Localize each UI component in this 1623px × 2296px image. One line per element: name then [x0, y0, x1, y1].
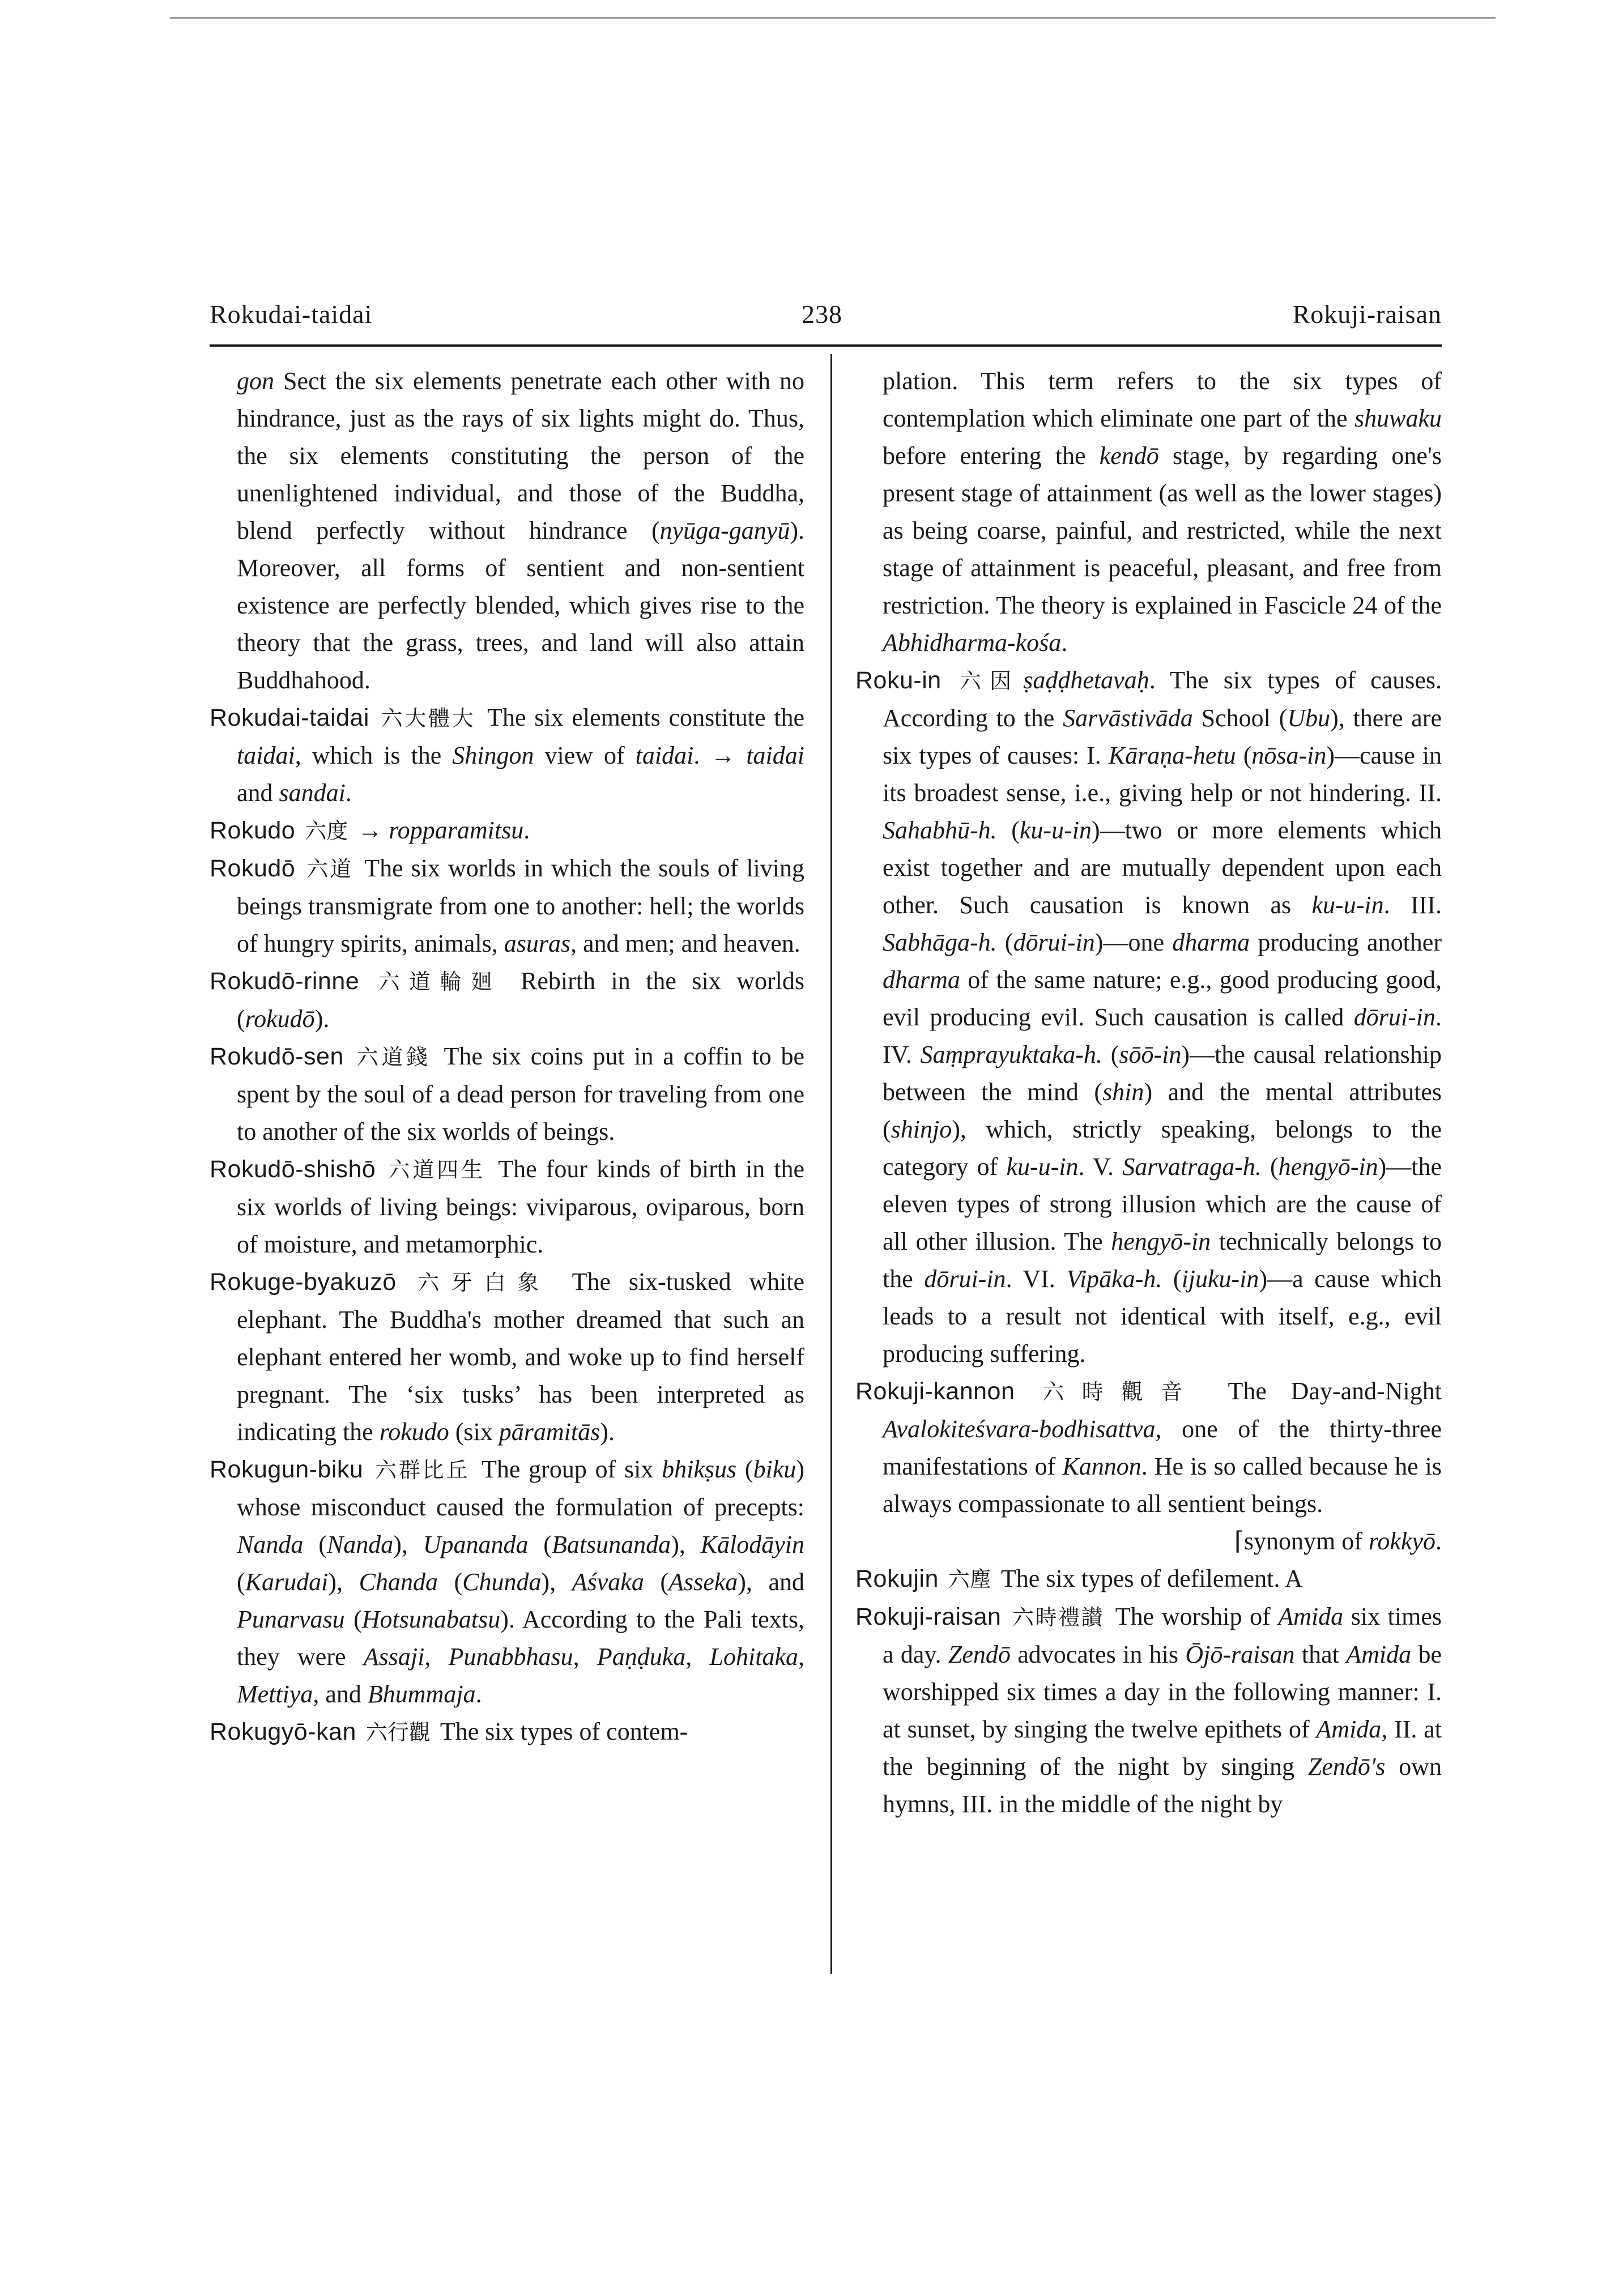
entry-text: . IV. — [883, 1003, 1442, 1068]
entry-text: . The six types of causes. According to the — [883, 666, 1442, 732]
header-rule — [210, 344, 1442, 347]
dictionary-entry — [210, 699, 804, 812]
italic-term: Aśvaka — [572, 1568, 644, 1596]
italic-term: Kannon — [1062, 1452, 1141, 1480]
entry-text: ), — [671, 1531, 701, 1558]
entry-kanji: 六時觀音 — [1042, 1379, 1200, 1404]
entry-text: School ( — [1192, 704, 1288, 732]
italic-term: Upananda — [423, 1531, 529, 1558]
italic-term: dōrui-in — [924, 1265, 1006, 1293]
italic-term: Avalokiteśvara-bodhisattva — [883, 1415, 1156, 1443]
entry-text: )—a cause which leads to a result not identical with itself, e.g., evil producing suffering. — [883, 1265, 1442, 1368]
entry-kanji: 六時禮讃 — [1012, 1605, 1105, 1630]
entry-text: ( — [1102, 1041, 1119, 1068]
dictionary-entry — [210, 962, 804, 1038]
entry-text: , — [424, 1643, 449, 1671]
italic-term: taidai — [746, 742, 804, 769]
entry-text: stage, by regarding one's present stage of attainment (as well as the lower stages) as being coarse, painful, and restricted, while the next stage of attainment is peaceful, pleasant, and free from restriction. The theory is explained in Fascicle 24 of the — [883, 442, 1442, 619]
entry-text: . → — [693, 742, 747, 769]
entry-kanji: 六道 — [306, 857, 353, 881]
entry-continuation-fragment — [855, 1523, 1442, 1560]
italic-term: Amida — [1316, 1715, 1382, 1743]
italic-term: Assaji — [363, 1643, 425, 1671]
entry-text: → — [351, 816, 389, 844]
italic-term: Amida — [1278, 1603, 1344, 1630]
entry-text: , — [573, 1643, 597, 1671]
italic-term: Nanda — [326, 1531, 394, 1558]
entry-text: be worshipped six times a day in the following manner: I. at sunset, by singing the twelve epithets of — [883, 1641, 1442, 1743]
entry-text: , and men; and heaven. — [570, 930, 800, 957]
dictionary-entry — [855, 662, 1442, 1373]
entry-text: The six types of contem- — [433, 1718, 688, 1745]
italic-term: Ubu — [1287, 704, 1331, 732]
entry-text: that — [1294, 1641, 1347, 1668]
entry-text: ) whose misconduct caused the formulation of precepts: — [237, 1455, 805, 1521]
entry-text: )—the eleven types of strong illusion which are the cause of all other illusion. The — [883, 1153, 1442, 1255]
entry-text: )—the causal relationship between the mind ( — [883, 1041, 1442, 1106]
entry-kanji: 六道錢 — [356, 1045, 431, 1070]
entry-headword: Rokugyō-kan — [210, 1718, 356, 1745]
italic-term: nyūga-ganyū — [659, 517, 790, 544]
entry-text: , which is the — [295, 742, 453, 769]
italic-term: Zendō's — [1307, 1753, 1386, 1780]
entry-kanji: 六道四生 — [388, 1157, 486, 1182]
entry-text: . V. — [1078, 1153, 1123, 1181]
italic-term: dōrui-in — [1013, 928, 1095, 956]
entry-text: , — [685, 1643, 710, 1671]
italic-term: biku — [753, 1455, 796, 1483]
italic-term: bhikṣus — [662, 1455, 737, 1483]
italic-term: rokkyō — [1368, 1527, 1435, 1555]
top-rule — [170, 17, 1496, 19]
italic-term: Bhummaja — [367, 1680, 476, 1708]
entry-text: producing another — [1250, 928, 1442, 956]
entry-kanji: 六行觀 — [365, 1720, 431, 1745]
italic-term: Karudai — [245, 1568, 329, 1596]
entry-text: The six worlds in which the souls of living beings transmigrate from one to another: hell; the worlds of hungry spirits, animals, — [237, 854, 804, 957]
italic-term: Zendō — [948, 1641, 1011, 1668]
left-column — [210, 363, 804, 1751]
italic-term: Ōjō-raisan — [1185, 1641, 1295, 1668]
entry-text: . III. — [1383, 891, 1442, 919]
entry-text: The six types of defilement. A — [994, 1565, 1303, 1592]
italic-term: dharma — [883, 966, 960, 994]
entry-kanji: 六群比丘 — [375, 1458, 470, 1483]
entry-text: ), which, strictly speaking, belongs to the category of — [883, 1115, 1442, 1181]
entry-text: ( — [437, 1568, 463, 1596]
entry-headword: Rokudō-rinne — [210, 968, 360, 995]
entry-text: . He is so called because he is always compassionate to all sentient beings. — [883, 1452, 1442, 1518]
entry-kanji: 六塵 — [948, 1567, 991, 1592]
entry-text: The group of six — [473, 1455, 662, 1483]
dictionary-entry — [210, 812, 804, 850]
italic-term: shuwaku — [1354, 404, 1442, 432]
italic-term: taidai — [237, 742, 295, 769]
entry-text: The six coins put in a coffin to be spent by the soul of a dead person for traveling from one to another of the six worlds of beings. — [237, 1042, 804, 1145]
entry-headword: Rokuge-byakuzō — [210, 1268, 397, 1296]
italic-term: Chanda — [359, 1568, 438, 1596]
italic-term: ijuku-in — [1181, 1265, 1259, 1293]
italic-term: Punabbhasu — [448, 1643, 573, 1671]
dictionary-entry — [210, 1713, 804, 1751]
entry-text: before entering the — [883, 442, 1100, 470]
entry-kanji: 六大體大 — [381, 706, 476, 731]
entry-text: )—cause in its broadest sense, i.e., giving help or not hindering. II. — [883, 742, 1442, 807]
entry-text: ), and — [738, 1568, 805, 1596]
entry-continuation — [210, 363, 804, 699]
entry-headword: Rokuji-kannon — [855, 1378, 1015, 1405]
italic-term: hengyō-in — [1111, 1228, 1211, 1255]
entry-text: ( — [237, 1568, 245, 1596]
entry-continuation — [855, 363, 1442, 662]
italic-term: ṣaḍḍhetavaḥ — [1023, 666, 1149, 694]
entry-text: Rebirth in the six worlds ( — [237, 967, 804, 1033]
entry-text: The four kinds of birth in the six worlds of living beings: viviparous, oviparous, born of moisture, and metamorphic. — [237, 1155, 805, 1258]
entry-text: . — [1061, 629, 1068, 657]
dictionary-entry — [210, 850, 804, 962]
italic-term: Asseka — [668, 1568, 738, 1596]
italic-term: Hotsunabatsu — [361, 1605, 501, 1633]
entry-text: ), — [328, 1568, 359, 1596]
entry-text: six times a day. — [883, 1603, 1442, 1668]
italic-term: pāramitās — [499, 1418, 600, 1446]
italic-term: Saṃprayuktaka-h. — [920, 1041, 1102, 1068]
entry-text: ( — [644, 1568, 669, 1596]
entry-text: ). — [600, 1418, 615, 1446]
italic-term: rokudo — [379, 1418, 449, 1446]
italic-term: ropparamitsu — [389, 816, 524, 844]
italic-term: Sahabhū-h. — [883, 816, 997, 844]
entry-text: ( — [736, 1455, 753, 1483]
italic-term: asuras — [504, 930, 571, 957]
entry-text: ). Moreover, all forms of sentient and non-sentient existence are perfectly blended, which gives rise to the theory that the grass, trees, and land will also attain Buddhahood. — [237, 517, 804, 694]
entry-text: own hymns, III. in the middle of the night by — [883, 1753, 1442, 1818]
right-column — [855, 363, 1442, 1823]
italic-term: Lohitaka — [709, 1643, 798, 1671]
dictionary-entry — [210, 1263, 804, 1451]
entry-text: )—one — [1094, 928, 1173, 956]
italic-term: sandai — [279, 779, 346, 807]
column-divider — [830, 354, 832, 1974]
entry-text: ), — [393, 1531, 423, 1558]
entry-text: , one of the thirty-three manifestations of — [883, 1415, 1442, 1480]
entry-kanji: 六道輪廻 — [378, 969, 502, 994]
entry-text: The six-tusked white elephant. The Buddha's mother dreamed that such an elephant entered her womb, and woke up to find herself pregnant. The ‘six tusks’ has been interpreted as indicating the — [237, 1268, 804, 1446]
entry-text: ) and the mental attributes ( — [883, 1078, 1442, 1143]
entry-text: ). — [314, 1005, 330, 1033]
entry-text: of the same nature; e.g., good producing good, evil producing evil. Such causation is called — [883, 966, 1442, 1031]
entry-headword: Rokujin — [855, 1565, 939, 1592]
italic-term: sōō-in — [1119, 1041, 1182, 1068]
italic-term: kendō — [1099, 442, 1159, 470]
entry-headword: Rokudō-sen — [210, 1043, 344, 1070]
italic-term: nōsa-in — [1251, 742, 1327, 769]
entry-text: and — [237, 779, 279, 807]
italic-term: Shingon — [452, 742, 534, 769]
entry-text: , and — [313, 1680, 368, 1708]
entry-text: ( — [303, 1531, 327, 1558]
entry-text: ), — [541, 1568, 572, 1596]
italic-term: hengyō-in — [1278, 1153, 1378, 1181]
italic-term: Abhidharma-kośa — [883, 629, 1062, 657]
italic-term: Sabhāga-h. — [883, 928, 997, 956]
italic-term: Vipāka-h. — [1066, 1265, 1162, 1293]
italic-term: Batsunanda — [551, 1531, 671, 1558]
italic-term: ku-u-in — [1019, 816, 1092, 844]
entry-headword: Rokudai-taidai — [210, 704, 369, 731]
page-number: 238 — [802, 300, 842, 329]
entry-headword: Roku-in — [855, 667, 942, 694]
entry-text: , II. at the beginning of the night by singing — [883, 1715, 1442, 1780]
entry-text: ( — [1261, 1153, 1279, 1181]
dictionary-entry — [210, 1151, 804, 1263]
entry-headword: Rokugun-biku — [210, 1456, 364, 1483]
italic-term: ku-u-in — [1311, 891, 1384, 919]
dictionary-entry — [210, 1038, 804, 1151]
running-header — [210, 295, 1442, 340]
italic-term: taidai — [635, 742, 694, 769]
entry-text: ( — [996, 928, 1013, 956]
italic-term: Kālodāyin — [700, 1531, 804, 1558]
italic-term: Amida — [1346, 1641, 1412, 1668]
entry-text: ( — [528, 1531, 552, 1558]
italic-term: Paṇḍuka — [597, 1643, 686, 1671]
entry-text: advocates in his — [1010, 1641, 1186, 1668]
running-head-left: Rokudai-taidai — [210, 300, 373, 329]
entry-text: . — [1435, 1527, 1442, 1555]
entry-text: (six — [449, 1418, 499, 1446]
running-head-right: Rokuji-raisan — [1292, 300, 1442, 329]
italic-term: Sarvatraga-h. — [1122, 1153, 1262, 1181]
entry-text: ), there are six types of causes: I. — [883, 704, 1442, 769]
entry-text: The Day-and-Night — [1203, 1377, 1442, 1405]
dictionary-entry — [855, 1598, 1442, 1823]
entry-kanji: 六因 — [959, 668, 1020, 693]
italic-term: ku-u-in — [1006, 1153, 1079, 1181]
entry-text: . — [475, 1680, 482, 1708]
italic-term: dharma — [1172, 928, 1250, 956]
italic-term: rokudō — [245, 1005, 315, 1033]
italic-term: Nanda — [237, 1531, 304, 1558]
entry-headword: Rokudō — [210, 855, 296, 882]
italic-term: gon — [237, 367, 274, 395]
entry-text: . VI. — [1006, 1265, 1067, 1293]
entry-text: The worship of — [1107, 1603, 1279, 1630]
entry-headword: Rokudo — [210, 817, 296, 844]
entry-text: )—two or more elements which exist together and are mutually dependent upon each other. Such causation is known as — [883, 816, 1442, 919]
entry-kanji: 六度 — [305, 819, 348, 844]
entry-text: . — [523, 816, 530, 844]
dictionary-entry — [855, 1560, 1442, 1598]
entry-text: ( — [1162, 1265, 1182, 1293]
dictionary-entry — [855, 1373, 1442, 1523]
entry-text: ). According to the Pali texts, they were — [237, 1605, 804, 1671]
italic-term: Mettiya — [237, 1680, 313, 1708]
entry-text: . — [345, 779, 352, 807]
dictionary-entry — [210, 1451, 804, 1713]
entry-text: technically belongs to the — [883, 1228, 1442, 1293]
italic-term: dōrui-in — [1353, 1003, 1435, 1031]
entry-text: The six elements constitute the — [479, 704, 804, 731]
entry-text: , — [798, 1643, 804, 1671]
entry-kanji: 六牙白象 — [418, 1270, 551, 1295]
entry-text: ( — [344, 1605, 362, 1633]
entry-text: Sect the six elements penetrate each other with no hindrance, just as the rays of six lights might do. Thus, the six elements constituting the person of the unenlightened individual, and those of the Buddha, blend perfectly without hindrance ( — [237, 367, 804, 544]
italic-term: shinjo — [891, 1115, 952, 1143]
entry-text: ( — [1236, 742, 1252, 769]
italic-term: Chunda — [462, 1568, 542, 1596]
italic-term: Kāraṇa-hetu — [1108, 742, 1236, 769]
italic-term: shin — [1102, 1078, 1144, 1106]
entry-headword: Rokudō-shishō — [210, 1156, 376, 1183]
entry-text: ⌈synonym of — [1234, 1527, 1369, 1555]
entry-text: ( — [996, 816, 1020, 844]
italic-term: Punarvasu — [237, 1605, 345, 1633]
italic-term: Sarvāstivāda — [1063, 704, 1193, 732]
entry-text: plation. This term refers to the six types of contemplation which eliminate one part of the — [883, 367, 1442, 432]
entry-text: view of — [534, 742, 636, 769]
entry-headword: Rokuji-raisan — [855, 1603, 1002, 1630]
